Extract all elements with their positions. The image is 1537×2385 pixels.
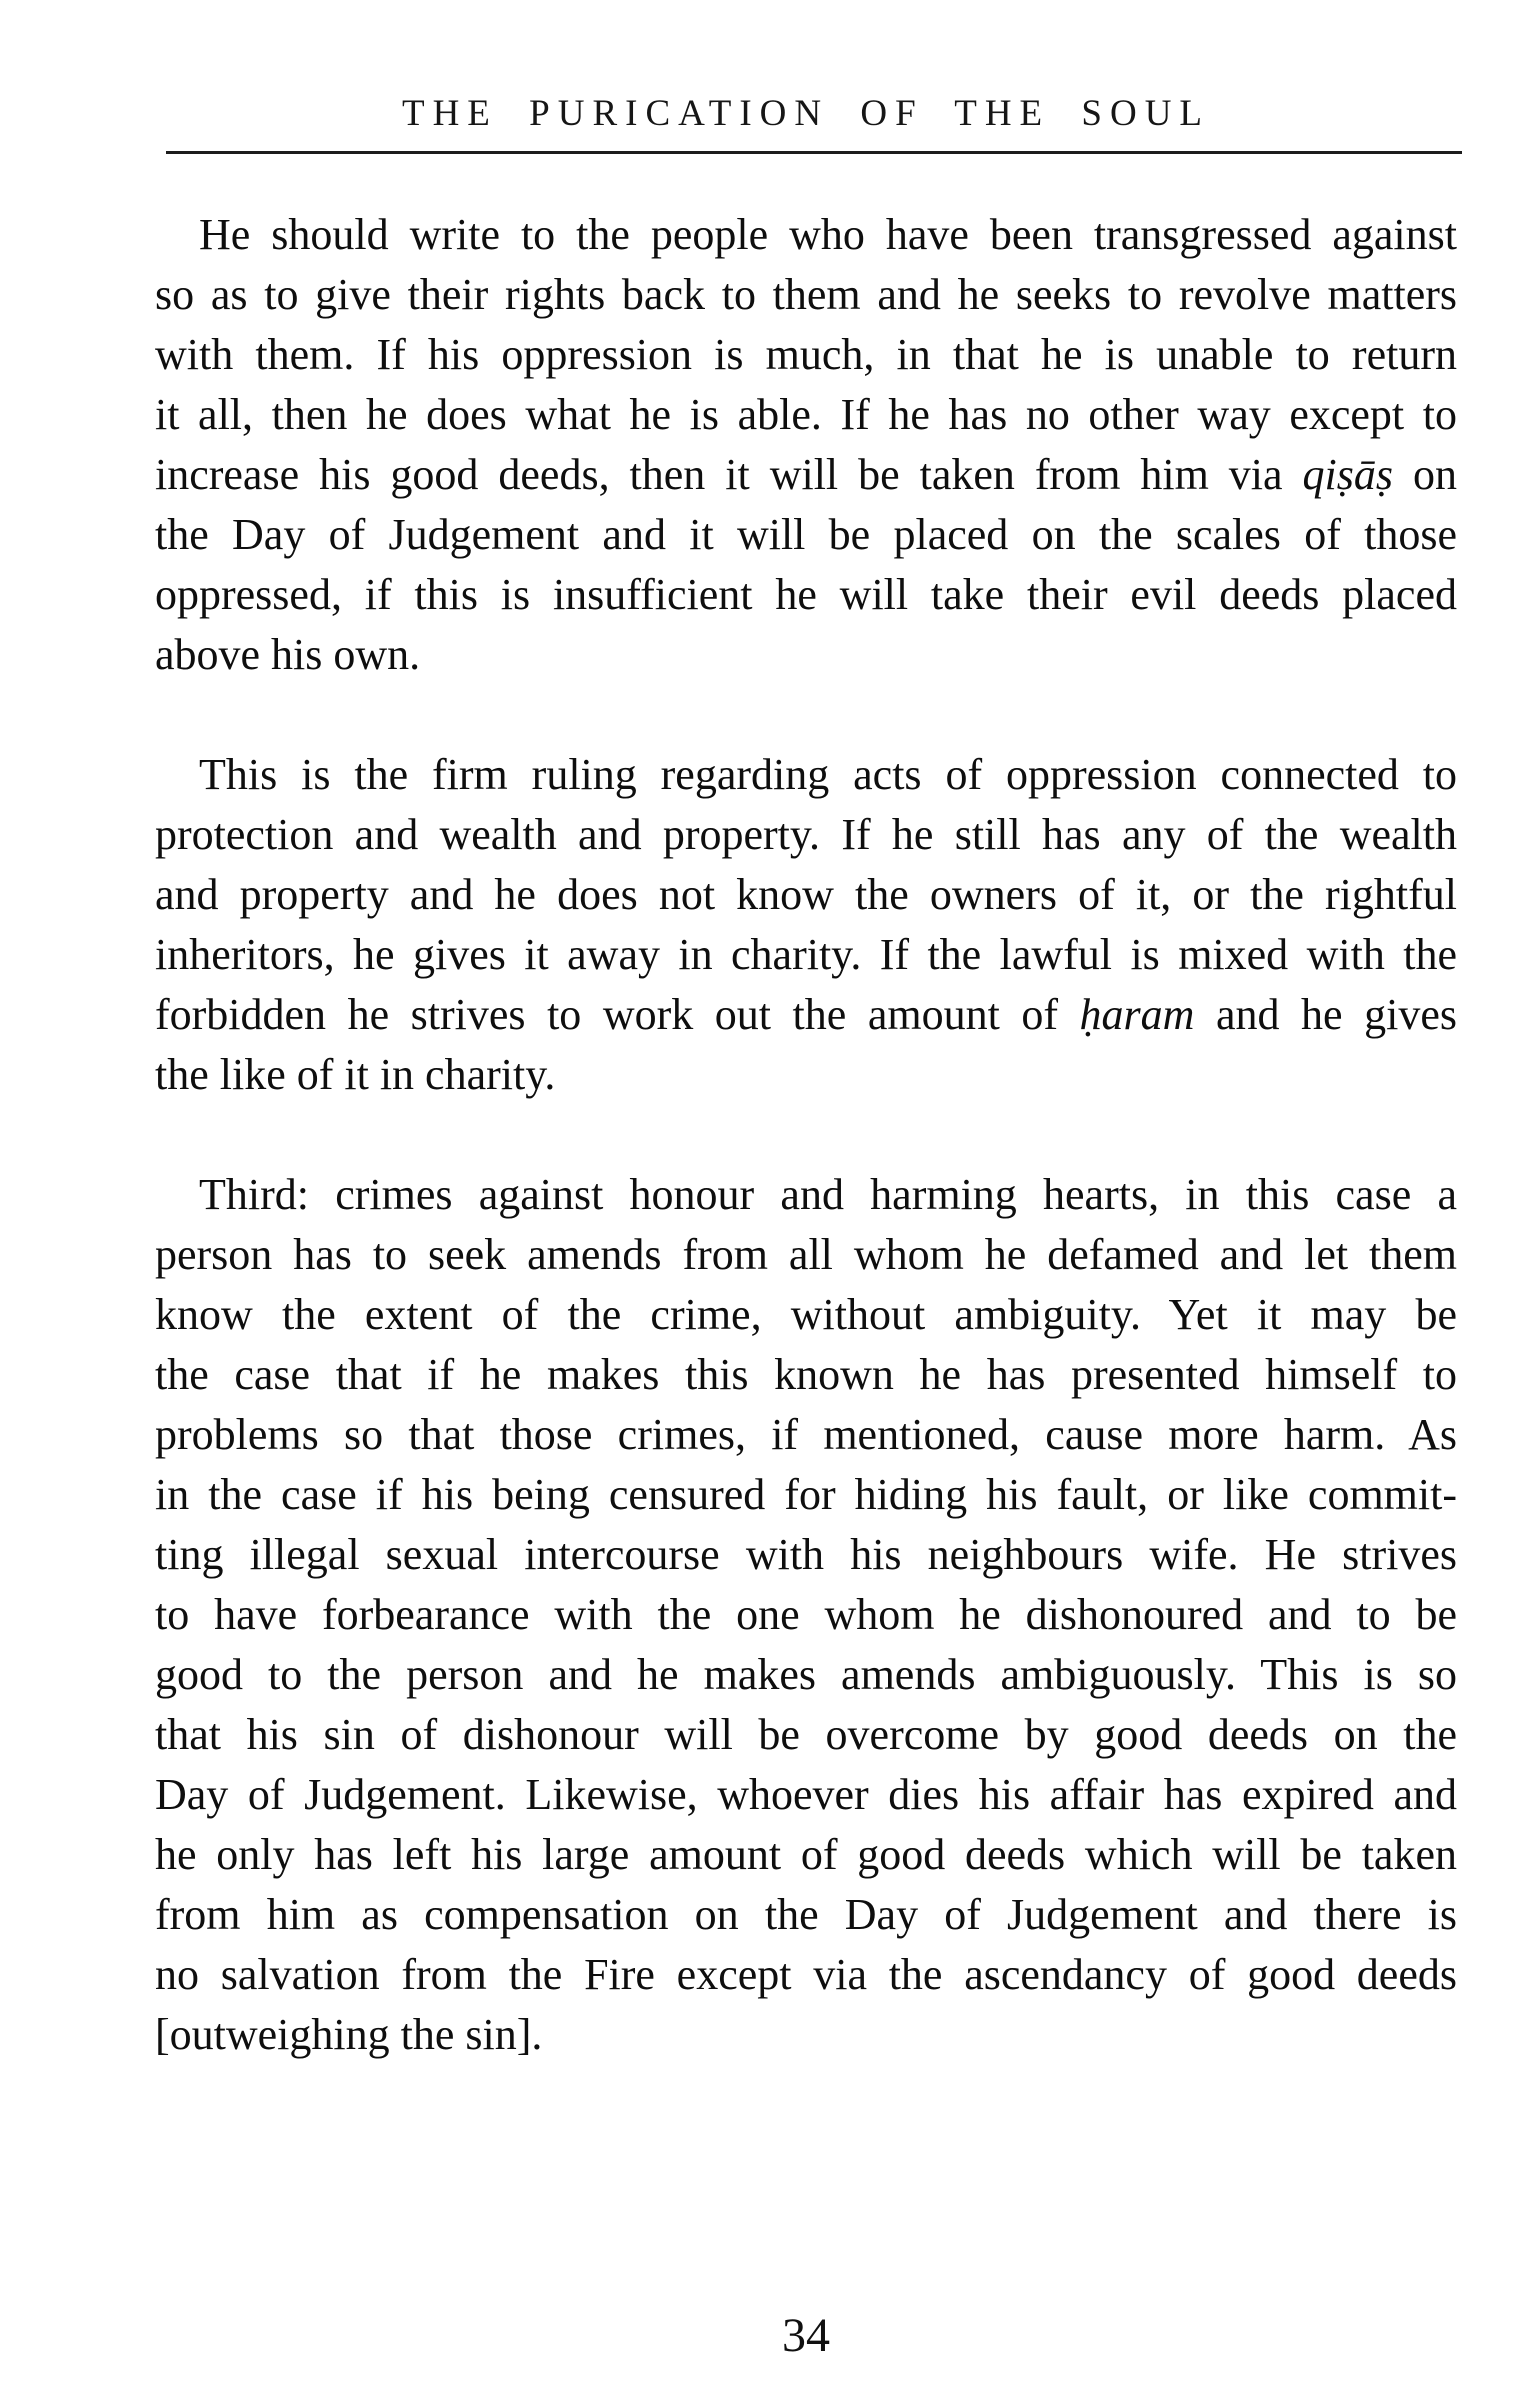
text-line [155, 445, 1457, 505]
text-line [155, 1525, 1457, 1585]
text-line [155, 505, 1457, 565]
text-line [155, 1705, 1457, 1765]
text-line [155, 1045, 1457, 1105]
text-line [155, 2005, 1457, 2065]
text-line [155, 805, 1457, 865]
text-run: no salvation from the Fire except via the ascendancy of good deeds [155, 1950, 1457, 1999]
paragraph [155, 1165, 1457, 2065]
text-line [155, 625, 1457, 685]
text-line [155, 385, 1457, 445]
text-line [155, 985, 1457, 1045]
text-run: the Day of Judgement and it will be placed on the scales of those [155, 510, 1457, 559]
paragraph [155, 205, 1457, 685]
text-run: forbidden he strives to work out the amount of [155, 990, 1080, 1039]
text-run: above his own. [155, 630, 421, 679]
text-run: increase his good deeds, then it will be taken from him via [155, 450, 1303, 499]
text-line [155, 1405, 1457, 1465]
text-run: problems so that those crimes, if mentioned, cause more harm. As [155, 1410, 1457, 1459]
text-run: protection and wealth and property. If he still has any of the wealth [155, 810, 1457, 859]
text-run: the like of it in charity. [155, 1050, 556, 1099]
text-line [155, 565, 1457, 625]
text-line [155, 325, 1457, 385]
text-line [155, 1465, 1457, 1525]
text-line [155, 1645, 1457, 1705]
text-run: This is the firm ruling regarding acts of oppression connected to [199, 750, 1457, 799]
text-run: Day of Judgement. Likewise, whoever dies his affair has expired and [155, 1770, 1457, 1819]
text-line [155, 265, 1457, 325]
text-run: [outweighing the sin]. [155, 2010, 543, 2059]
text-run: good to the person and he makes amends ambiguously. This is so [155, 1650, 1457, 1699]
text-run: and property and he does not know the owners of it, or the rightful [155, 870, 1457, 919]
text-run: inheritors, he gives it away in charity. If the lawful is mixed with the [155, 930, 1457, 979]
text-line [155, 1285, 1457, 1345]
transliterated-term: ḥaram [1079, 990, 1195, 1039]
text-run: it all, then he does what he is able. If he has no other way except to [155, 390, 1457, 439]
text-line [155, 745, 1457, 805]
running-head-title: THE PURICATION OF THE SOUL [401, 93, 1211, 134]
paragraph [155, 745, 1457, 1105]
text-run: so as to give their rights back to them and he seeks to revolve matters [155, 270, 1457, 319]
text-line [155, 1225, 1457, 1285]
text-run: and he gives [1194, 990, 1457, 1039]
text-line [155, 1765, 1457, 1825]
text-line [155, 865, 1457, 925]
text-run: he only has left his large amount of good deeds which will be taken [155, 1830, 1457, 1879]
text-run: from him as compensation on the Day of Judgement and there is [155, 1890, 1457, 1939]
text-run: know the extent of the crime, without ambiguity. Yet it may be [155, 1290, 1457, 1339]
text-line [155, 1945, 1457, 2005]
text-line [155, 1345, 1457, 1405]
text-line [155, 1165, 1457, 1225]
header-rule [166, 151, 1462, 154]
text-line [155, 1885, 1457, 1945]
transliterated-term: qiṣāṣ [1302, 450, 1394, 499]
text-run: to have forbearance with the one whom he dishonoured and to be [155, 1590, 1457, 1639]
text-line [155, 925, 1457, 985]
text-line [155, 205, 1457, 265]
text-run: that his sin of dishonour will be overcome by good deeds on the [155, 1710, 1457, 1759]
text-run: oppressed, if this is insufficient he will take their evil deeds placed [155, 570, 1457, 619]
text-run: with them. If his oppression is much, in that he is unable to return [155, 330, 1457, 379]
page-body [155, 205, 1457, 2125]
text-line [155, 1585, 1457, 1645]
text-run: in the case if his being censured for hiding his fault, or like commit- [155, 1470, 1457, 1519]
text-line [155, 1825, 1457, 1885]
page-number: 34 [782, 2309, 830, 2362]
text-run: He should write to the people who have been transgressed against [199, 210, 1457, 259]
text-run: ting illegal sexual intercourse with his neighbours wife. He strives [155, 1530, 1457, 1579]
text-run: Third: crimes against honour and harming hearts, in this case a [199, 1170, 1457, 1219]
text-run: person has to seek amends from all whom he defamed and let them [155, 1230, 1457, 1279]
text-run: the case that if he makes this known he has presented himself to [155, 1350, 1457, 1399]
text-run: on [1393, 450, 1458, 499]
